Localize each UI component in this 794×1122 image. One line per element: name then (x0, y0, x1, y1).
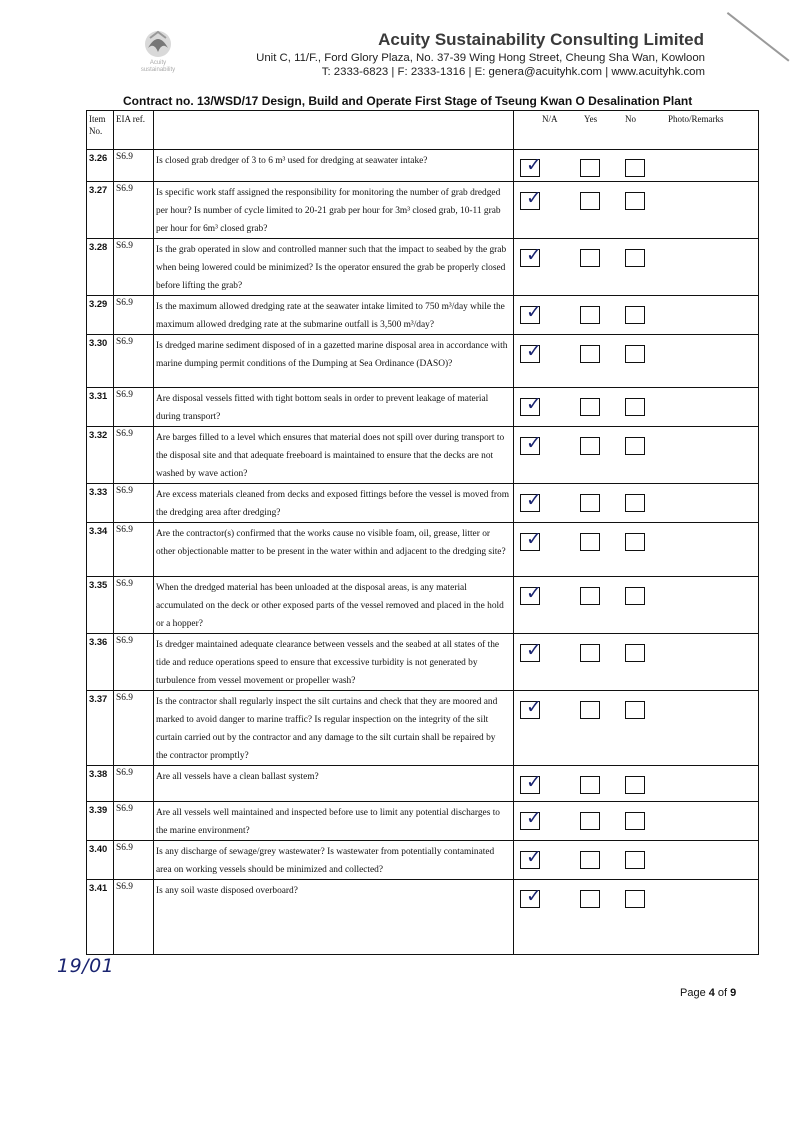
checkbox-yes[interactable] (580, 587, 600, 605)
table-row (87, 239, 759, 296)
check-mark-icon: ✓ (526, 885, 542, 907)
status-checkboxes (514, 841, 758, 875)
item-number: 3.32 (87, 427, 114, 484)
check-mark-icon: ✓ (526, 639, 542, 661)
checkbox-yes[interactable] (580, 533, 600, 551)
checkbox-yes[interactable] (580, 306, 600, 324)
checkbox-yes[interactable] (580, 812, 600, 830)
company-contact: T: 2333-6823 | F: 2333-1316 | E: genera@acuityhk.com | www.acuityhk.com (321, 66, 705, 78)
scan-corner-line (727, 12, 789, 61)
status-checkboxes (514, 335, 758, 386)
table-row (87, 388, 759, 427)
checkbox-na[interactable] (520, 489, 542, 512)
question-text: Is closed grab dredger of 3 to 6 m³ used for dredging at seawater intake? (154, 150, 514, 182)
checkbox-yes[interactable] (580, 776, 600, 794)
eia-ref: S6.9 (114, 150, 154, 182)
checkbox-na[interactable] (520, 154, 542, 177)
question-text: Is the contractor shall regularly inspect the silt curtains and check that they are moored and marked to avoid danger to marine traffic? Is regular inspection on the integrity of the silt curtain carried out by the contractor and any damage to the silt curtain shall be repaired by the contractor promptly? (154, 691, 514, 766)
status-checkboxes (514, 880, 758, 953)
status-checkboxes (514, 577, 758, 630)
eia-ref: S6.9 (114, 766, 154, 802)
status-checkboxes (514, 484, 758, 519)
checkbox-na[interactable] (520, 244, 542, 267)
checkbox-yes[interactable] (580, 192, 600, 210)
item-number: 3.30 (87, 335, 114, 388)
page-of: of (714, 987, 731, 999)
question-text: When the dredged material has been unloaded at the disposal areas, is any material accumulated on the deck or other exposed parts of the vessel removed and placed in the hold or a hopper? (154, 577, 514, 634)
contract-title: Contract no. 13/WSD/17 Design, Build and Operate First Stage of Tseung Kwan O Desalination Plant (123, 94, 693, 108)
checkbox-no[interactable] (625, 812, 645, 830)
checkbox-no[interactable] (625, 533, 645, 551)
checkbox-no[interactable] (625, 701, 645, 719)
status-cell (514, 634, 759, 691)
checkbox-no[interactable] (625, 345, 645, 363)
col-na-header: N/A (542, 114, 558, 124)
status-cell (514, 766, 759, 802)
checkbox-no[interactable] (625, 494, 645, 512)
table-row (87, 802, 759, 841)
table-row (87, 880, 759, 955)
checkbox-yes[interactable] (580, 644, 600, 662)
eia-ref: S6.9 (114, 577, 154, 634)
item-number: 3.37 (87, 691, 114, 766)
check-mark-icon: ✓ (526, 301, 542, 323)
logo-text: Acuity sustainability (140, 60, 176, 73)
question-text: Are all vessels have a clean ballast system? (154, 766, 514, 802)
eia-ref: S6.9 (114, 523, 154, 577)
checkbox-yes[interactable] (580, 701, 600, 719)
status-checkboxes (514, 802, 758, 836)
checkbox-yes[interactable] (580, 345, 600, 363)
table-row (87, 766, 759, 802)
item-number: 3.29 (87, 296, 114, 335)
item-number: 3.31 (87, 388, 114, 427)
col-item-header: Item No. (87, 111, 114, 150)
table-row (87, 427, 759, 484)
check-mark-icon: ✓ (526, 154, 542, 176)
checkbox-no[interactable] (625, 776, 645, 794)
company-name: Acuity Sustainability Consulting Limited (378, 30, 704, 49)
handwritten-note: 19/01 (57, 955, 115, 977)
question-text: Is any discharge of sewage/grey wastewater? Is wastewater from potentially contaminated area on working vessels should be minimized and collected? (154, 841, 514, 880)
table-row (87, 296, 759, 335)
status-checkboxes (514, 634, 758, 686)
eia-ref: S6.9 (114, 880, 154, 955)
item-number: 3.28 (87, 239, 114, 296)
checkbox-na[interactable] (520, 582, 542, 605)
item-number: 3.38 (87, 766, 114, 802)
eia-ref: S6.9 (114, 388, 154, 427)
checkbox-na[interactable] (520, 639, 542, 662)
checkbox-no[interactable] (625, 437, 645, 455)
table-row (87, 577, 759, 634)
table-row (87, 634, 759, 691)
checkbox-na[interactable] (520, 807, 542, 830)
item-number: 3.35 (87, 577, 114, 634)
checkbox-no[interactable] (625, 159, 645, 177)
col-eia-header: EIA ref. (114, 111, 154, 150)
checkbox-na[interactable] (520, 432, 542, 455)
check-mark-icon: ✓ (526, 582, 542, 604)
checkbox-no[interactable] (625, 890, 645, 908)
question-text: Are excess materials cleaned from decks and exposed fittings before the vessel is moved from the dredging area after dredging? (154, 484, 514, 523)
checkbox-na[interactable] (520, 301, 542, 324)
status-checkboxes (514, 150, 758, 180)
checkbox-yes[interactable] (580, 437, 600, 455)
item-number: 3.36 (87, 634, 114, 691)
table-row (87, 182, 759, 239)
status-cell (514, 150, 759, 182)
check-mark-icon: ✓ (526, 807, 542, 829)
status-cell (514, 577, 759, 634)
col-status-header (514, 111, 759, 150)
status-cell (514, 239, 759, 296)
table-row (87, 335, 759, 388)
check-mark-icon: ✓ (526, 340, 542, 362)
status-cell (514, 296, 759, 335)
question-text: Is the grab operated in slow and controlled manner such that the impact to seabed by the grab when being lowered could be minimized? Is the operator ensured the grab be properly closed before lifting the grab? (154, 239, 514, 296)
eia-ref: S6.9 (114, 691, 154, 766)
checkbox-na[interactable] (520, 885, 542, 908)
col-remarks-header: Photo/Remarks (668, 114, 724, 124)
checkbox-no[interactable] (625, 851, 645, 869)
checkbox-na[interactable] (520, 771, 542, 794)
table-row (87, 841, 759, 880)
item-number: 3.33 (87, 484, 114, 523)
eia-ref: S6.9 (114, 634, 154, 691)
item-number: 3.27 (87, 182, 114, 239)
question-text: Is the maximum allowed dredging rate at the seawater intake limited to 750 m³/day while the maximum allowed dredging rate at the submarine outfall is 3,500 m³/day? (154, 296, 514, 335)
status-cell (514, 880, 759, 955)
checkbox-na[interactable] (520, 340, 542, 363)
checkbox-yes[interactable] (580, 494, 600, 512)
checkbox-no[interactable] (625, 249, 645, 267)
check-mark-icon: ✓ (526, 846, 542, 868)
status-checkboxes (514, 182, 758, 236)
item-number: 3.41 (87, 880, 114, 955)
check-mark-icon: ✓ (526, 432, 542, 454)
page-number (680, 987, 736, 999)
check-mark-icon: ✓ (526, 696, 542, 718)
question-text: Are disposal vessels fitted with tight bottom seals in order to prevent leakage of material during transport? (154, 388, 514, 427)
eia-ref: S6.9 (114, 296, 154, 335)
status-cell (514, 802, 759, 841)
checkbox-na[interactable] (520, 393, 542, 416)
status-checkboxes (514, 388, 758, 423)
status-cell (514, 335, 759, 388)
checkbox-na[interactable] (520, 846, 542, 869)
table-row (87, 150, 759, 182)
status-cell (514, 691, 759, 766)
check-mark-icon: ✓ (526, 393, 542, 415)
question-text: Is dredger maintained adequate clearance between vessels and the seabed at all states of the tide and reduce operations speed to ensure that excessive turbidity is not generated by turbulence from vessel movement or propeller wash? (154, 634, 514, 691)
question-text: Is specific work staff assigned the responsibility for monitoring the number of grab dredged per hour? Is number of cycle limited to 20-21 grab per hour for 3m³ closed grab, 10-11 grab per hour for 6m³ closed grab? (154, 182, 514, 239)
status-checkboxes (514, 766, 758, 800)
question-text: Is any soil waste disposed overboard? (154, 880, 514, 955)
company-address: Unit C, 11/F., Ford Glory Plaza, No. 37-39 Wing Hong Street, Cheung Sha Wan, Kowloon (256, 52, 705, 64)
eia-ref: S6.9 (114, 841, 154, 880)
col-no-header: No (625, 114, 636, 124)
status-cell (514, 841, 759, 880)
page-current: 4 (708, 987, 715, 999)
check-mark-icon: ✓ (526, 771, 542, 793)
status-checkboxes (514, 523, 758, 575)
eia-ref: S6.9 (114, 427, 154, 484)
status-cell (514, 427, 759, 484)
status-checkboxes (514, 296, 758, 329)
item-number: 3.34 (87, 523, 114, 577)
table-row (87, 691, 759, 766)
checkbox-na[interactable] (520, 187, 542, 210)
question-text: Is dredged marine sediment disposed of in a gazetted marine disposal area in accordance with marine dumping permit conditions of the Dumping at Sea Ordinance (DASO)? (154, 335, 514, 388)
status-checkboxes (514, 239, 758, 292)
checkbox-na[interactable] (520, 696, 542, 719)
checkbox-no[interactable] (625, 192, 645, 210)
checkbox-na[interactable] (520, 528, 542, 551)
check-mark-icon: ✓ (526, 489, 542, 511)
checkbox-no[interactable] (625, 644, 645, 662)
col-yes-header: Yes (584, 114, 598, 124)
status-cell (514, 484, 759, 523)
status-checkboxes (514, 691, 758, 764)
eia-ref: S6.9 (114, 484, 154, 523)
page-prefix: Page (680, 987, 709, 999)
item-number: 3.40 (87, 841, 114, 880)
checkbox-no[interactable] (625, 587, 645, 605)
table-header-row (87, 111, 759, 150)
checkbox-yes[interactable] (580, 398, 600, 416)
eia-ref: S6.9 (114, 182, 154, 239)
col-question-header (154, 111, 514, 150)
table-row (87, 523, 759, 577)
checklist-table (86, 110, 759, 955)
question-text: Are the contractor(s) confirmed that the works cause no visible foam, oil, grease, litter or other objectionable matter to be present in the water within and adjacent to the dredging site? (154, 523, 514, 577)
page-total: 9 (730, 987, 737, 999)
checkbox-yes[interactable] (580, 890, 600, 908)
eia-ref: S6.9 (114, 335, 154, 388)
checkbox-no[interactable] (625, 398, 645, 416)
question-text: Are barges filled to a level which ensures that material does not spill over during transport to the disposal site and that adequate freeboard is maintained to ensure that the decks are not washed by wave action? (154, 427, 514, 484)
item-number: 3.26 (87, 150, 114, 182)
check-mark-icon: ✓ (526, 244, 542, 266)
question-text: Are all vessels well maintained and inspected before use to limit any potential discharges to the marine environment? (154, 802, 514, 841)
check-mark-icon: ✓ (526, 528, 542, 550)
item-number: 3.39 (87, 802, 114, 841)
eia-ref: S6.9 (114, 802, 154, 841)
table-row (87, 484, 759, 523)
status-cell (514, 523, 759, 577)
status-cell (514, 388, 759, 427)
status-checkboxes (514, 427, 758, 480)
eia-ref: S6.9 (114, 239, 154, 296)
checkbox-yes[interactable] (580, 851, 600, 869)
checkbox-yes[interactable] (580, 249, 600, 267)
check-mark-icon: ✓ (526, 187, 542, 209)
checkbox-yes[interactable] (580, 159, 600, 177)
status-cell (514, 182, 759, 239)
checkbox-no[interactable] (625, 306, 645, 324)
